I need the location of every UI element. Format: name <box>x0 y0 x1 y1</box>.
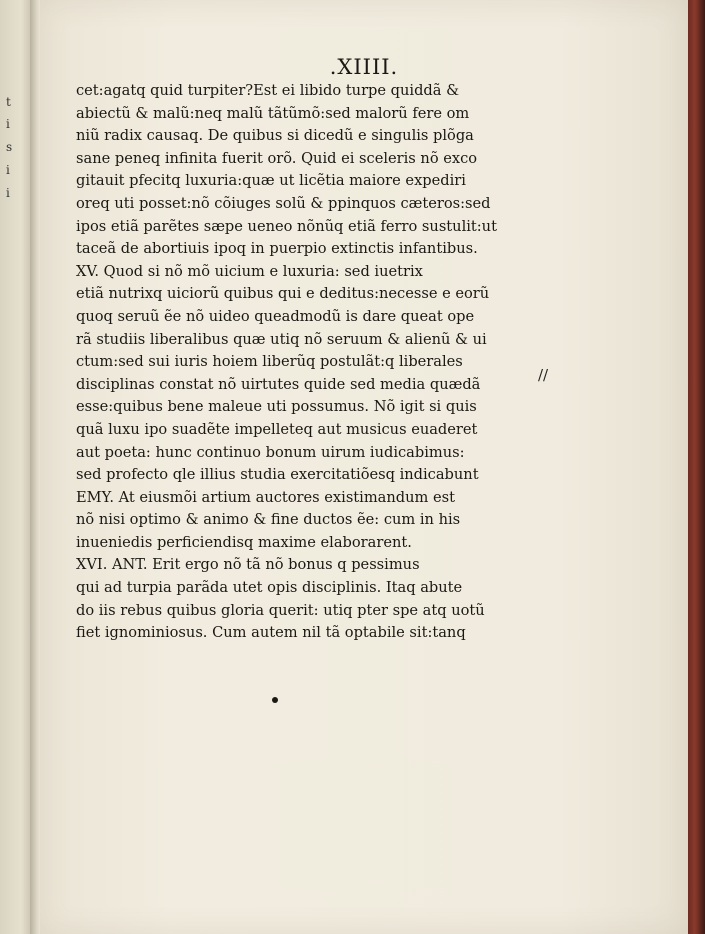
text-line: XVI. ANT. Erit ergo nõ tã nõ bonus q pessimus <box>76 556 420 574</box>
text-line: cet:agatq quid turpiter?Est ei libido turpe quiddã & <box>76 82 460 99</box>
margin-mark: // <box>538 366 549 384</box>
text-line: abiectũ & malũ:neq malũ tãtũmõ:sed malorũ fere om <box>76 104 470 122</box>
text-line: sane peneq infinita fuerit orõ. Quid ei sceleris nõ exco <box>76 149 478 167</box>
facing-page-fragment: i <box>6 163 10 177</box>
text-block <box>76 80 496 645</box>
text-line: disciplinas constat nõ uirtutes quide sed media quædã <box>76 375 481 393</box>
text-line: aut poeta: hunc continuo bonum uirum iudicabimus: <box>76 443 465 461</box>
text-line: gitauit pfecitq luxuria:quæ ut licẽtia maiore expediri <box>76 172 466 190</box>
text-line: quoq seruũ ẽe nõ uideo queadmodũ is dare queat ope <box>76 307 475 325</box>
end-dot <box>272 697 278 703</box>
page-edge-binding <box>688 0 705 934</box>
text-line: etiã nutrixq uiciorũ quibus qui e deditus:necesse e eorũ <box>76 285 490 303</box>
facing-page-fragment: t <box>6 95 11 109</box>
text-line: rã studiis liberalibus quæ utiq nõ seruum & alienũ & ui <box>76 330 487 348</box>
text-line: ipos etiã parẽtes sæpe ueneo nõnũq etiã ferro sustulit:ut <box>76 217 497 235</box>
text-line: do iis rebus quibus gloria querit: utiq pter spe atq uotũ <box>76 601 485 619</box>
text-line: sed profecto qle illius studia exercitatiõesq indicabunt <box>76 466 479 484</box>
text-line: ctum:sed sui iuris hoiem liberũq postulãt:q liberales <box>76 353 463 371</box>
text-line: quã luxu ipo suadẽte impelleteq aut musicus euaderet <box>76 420 478 438</box>
facing-page-edge <box>0 0 30 934</box>
text-line: taceã de abortiuis ipoq in puerpio extinctis infantibus. <box>76 240 478 258</box>
text-line: EMY. At eiusmõi artium auctores existimandum est <box>76 488 455 506</box>
facing-page-fragment: i <box>6 186 10 200</box>
folio-number: .XIIII. <box>329 55 399 79</box>
book-gutter <box>30 0 40 934</box>
text-page <box>40 0 688 934</box>
facing-page-fragment: s <box>6 140 13 154</box>
text-line: inueniedis perficiendisq maxime elaborarent. <box>76 533 412 551</box>
text-line: qui ad turpia parãda utet opis disciplinis. Itaq abute <box>76 579 463 597</box>
text-line: niũ radix causaq. De quibus si dicedũ e singulis plõga <box>76 127 474 145</box>
text-line: fiet ignominiosus. Cum autem nil tã optabile sit:tanq <box>76 624 466 642</box>
text-line: nõ nisi optimo & animo & fine ductos ẽe: cum in his <box>76 511 461 529</box>
text-line: esse:quibus bene maleue uti possumus. Nõ igit si quis <box>76 398 477 416</box>
facing-page-fragment: i <box>6 117 10 131</box>
text-line: XV. Quod si nõ mõ uicium e luxuria: sed iuetrix <box>76 262 423 280</box>
text-line: oreq uti posset:nõ cõiuges solũ & ppinquos cæteros:sed <box>76 194 491 212</box>
